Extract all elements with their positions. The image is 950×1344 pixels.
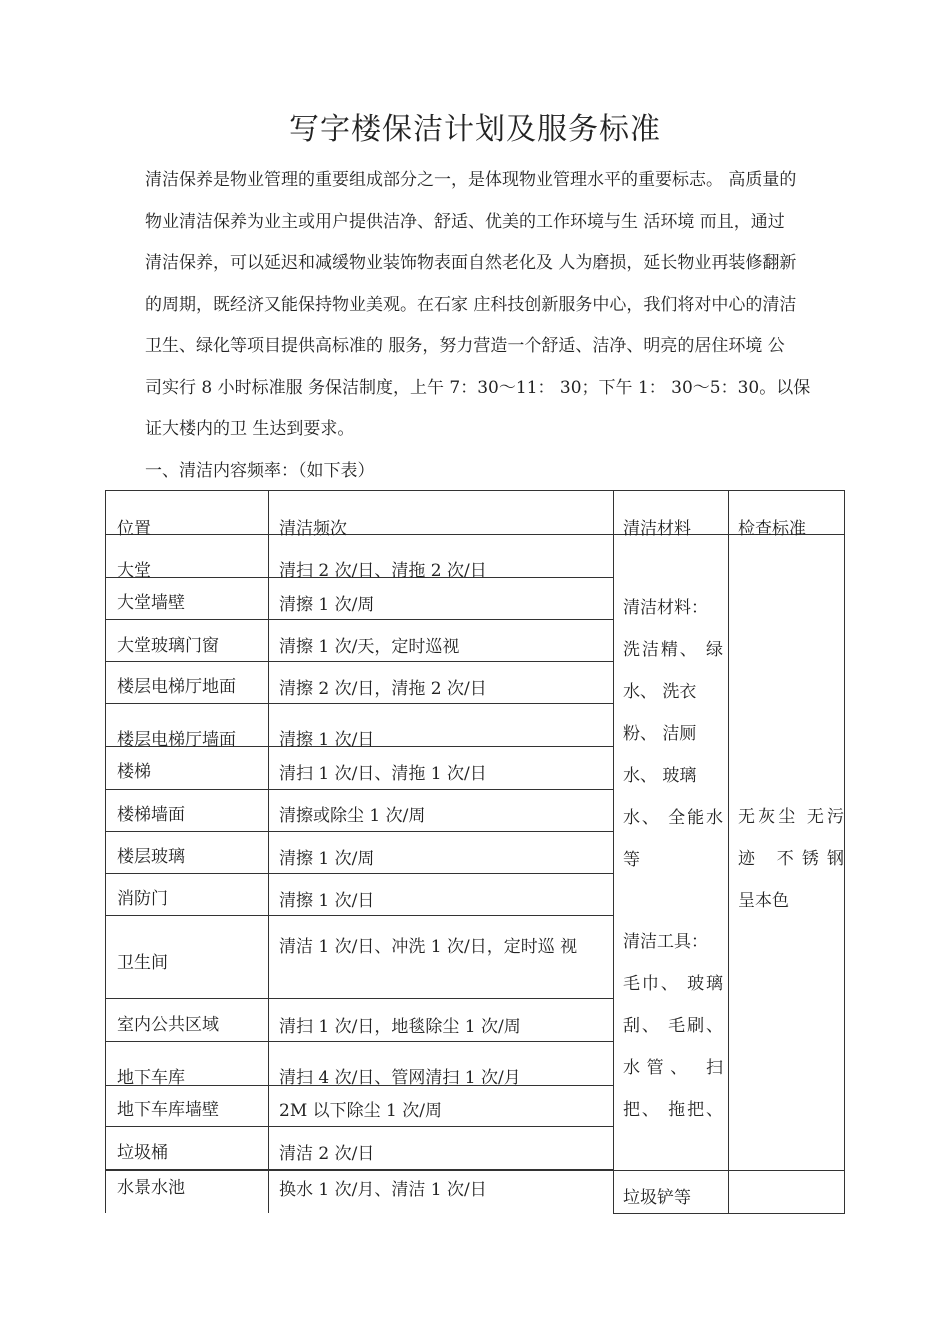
standard-line: 迹 不锈钢 — [738, 849, 844, 869]
table-row-frequency: 清洁 1 次/日、冲洗 1 次/日，定时巡 视 — [279, 937, 578, 957]
table-border — [105, 490, 845, 491]
inspection-standard — [738, 796, 844, 922]
table-row-frequency: 清擦 1 次/天，定时巡视 — [279, 637, 460, 657]
materials-line: 粉、 洁厕 — [623, 724, 697, 744]
table-border — [105, 831, 614, 832]
paragraph-line: 物业清洁保养为业主或用户提供洁净、舒适、优美的工作环境与生 活环境 而且，通过 — [145, 211, 785, 232]
table-row-frequency: 换水 1 次/月、清洁 1 次/日 — [279, 1180, 487, 1200]
table-row-frequency: 清擦 1 次/周 — [279, 595, 375, 615]
table-row-frequency: 2M 以下除尘 1 次/周 — [279, 1101, 442, 1121]
table-border — [105, 490, 106, 1213]
table-border — [105, 703, 614, 704]
table-border — [613, 1170, 845, 1171]
table-row-location: 消防门 — [117, 889, 168, 909]
table-row-location: 楼梯 — [117, 762, 151, 782]
table-row-location: 地下车库墙壁 — [117, 1100, 219, 1120]
table-row-frequency: 清扫 4 次/日、管网清扫 1 次/月 — [279, 1068, 521, 1088]
table-row-location: 地下车库 — [117, 1068, 185, 1088]
paragraph-line: 的周期，既经济又能保持物业美观。在石家 庄科技创新服务中心，我们将对中心的清洁 — [145, 294, 797, 315]
table-row-frequency: 清扫 2 次/日、清拖 2 次/日 — [279, 561, 487, 581]
paragraph-line: 清洁保养是物业管理的重要组成部分之一，是体现物业管理水平的重要标志。 高质量的 — [145, 170, 797, 190]
paragraph-line: 清洁保养，可以延迟和减缓物业装饰物表面自然老化及 人为磨损，延长物业再装修翻新 — [145, 253, 797, 273]
table-row-location: 大堂墙壁 — [117, 593, 185, 613]
paragraph-line: 卫生、绿化等项目提供高标准的 服务，努力营造一个舒适、洁净、明亮的居住环境 公 — [145, 336, 785, 356]
tools-line: 水管、 扫 — [623, 1058, 723, 1078]
materials-line: 水、 玻璃 — [623, 766, 697, 786]
materials-list — [623, 587, 723, 881]
materials-tail: 垃圾铲等 — [623, 1188, 691, 1208]
tools-line: 刮、 毛刷、 — [623, 1016, 723, 1036]
section-heading: 一、清洁内容频率：（如下表） — [145, 461, 375, 481]
table-row-location: 楼层玻璃 — [117, 847, 185, 867]
table-border — [613, 490, 614, 1214]
table-row-frequency: 清擦 2 次/日，清拖 2 次/日 — [279, 679, 487, 699]
standard-line: 呈本色 — [738, 891, 789, 911]
table-row-frequency: 清擦 1 次/日 — [279, 891, 375, 911]
materials-line: 水、 全能水 — [623, 808, 723, 828]
materials-line: 清洁材料： — [623, 598, 708, 618]
standard-line: 无灰尘 无污 — [738, 807, 844, 827]
table-row-location: 楼层电梯厅地面 — [117, 677, 236, 697]
table-row-frequency: 清擦 1 次/周 — [279, 849, 375, 869]
table-border — [105, 619, 614, 620]
paragraph-line: 司实行 8 小时标准服 务保洁制度，上午 7：30〜11： 30；下午 1： 30〜5：30。以保 — [145, 377, 811, 398]
paragraph-line: 证大楼内的卫 生达到要求。 — [145, 419, 355, 439]
table-row-frequency: 清扫 1 次/日、清拖 1 次/日 — [279, 764, 487, 784]
table-row-location: 大堂玻璃门窗 — [117, 636, 219, 656]
table-row-location: 垃圾桶 — [117, 1143, 168, 1163]
tools-line: 清洁工具： — [623, 932, 708, 952]
materials-line: 等 — [623, 850, 640, 870]
tools-line: 毛巾、 玻璃 — [623, 974, 723, 994]
table-row-location: 楼梯墙面 — [117, 805, 185, 825]
table-border — [105, 1041, 614, 1042]
table-border — [105, 873, 614, 874]
table-row-frequency: 清洁 2 次/日 — [279, 1144, 375, 1164]
table-border — [844, 490, 845, 1214]
table-row-location: 楼层电梯厅墙面 — [117, 730, 236, 750]
table-row-location: 室内公共区域 — [117, 1015, 219, 1035]
table-border — [105, 534, 845, 535]
table-border — [105, 1126, 614, 1127]
tools-list — [623, 921, 723, 1131]
tools-line: 把、 拖把、 — [623, 1100, 723, 1120]
table-border — [613, 1213, 845, 1214]
header-frequency: 清洁频次 — [279, 519, 347, 539]
table-border — [105, 998, 614, 999]
table-row-location: 大堂 — [117, 561, 151, 581]
header-standard: 检查标准 — [738, 519, 806, 539]
table-border — [105, 915, 614, 916]
materials-line: 水、 洗衣 — [623, 682, 697, 702]
materials-line: 洗洁精、 绿 — [623, 640, 723, 660]
table-border — [105, 661, 614, 662]
table-row-location: 水景水池 — [117, 1178, 185, 1198]
table-row-frequency: 清擦 1 次/日 — [279, 730, 375, 750]
table-row-frequency: 清擦或除尘 1 次/周 — [279, 806, 426, 826]
table-border — [268, 490, 269, 1213]
table-border — [105, 1170, 614, 1171]
header-materials: 清洁材料 — [623, 519, 691, 539]
table-border — [105, 789, 614, 790]
table-border — [728, 490, 729, 1214]
table-row-location: 卫生间 — [117, 953, 168, 973]
table-row-frequency: 清扫 1 次/日，地毯除尘 1 次/周 — [279, 1017, 521, 1037]
page-title: 写字楼保洁计划及服务标准 — [289, 112, 661, 147]
header-location: 位置 — [117, 519, 151, 539]
